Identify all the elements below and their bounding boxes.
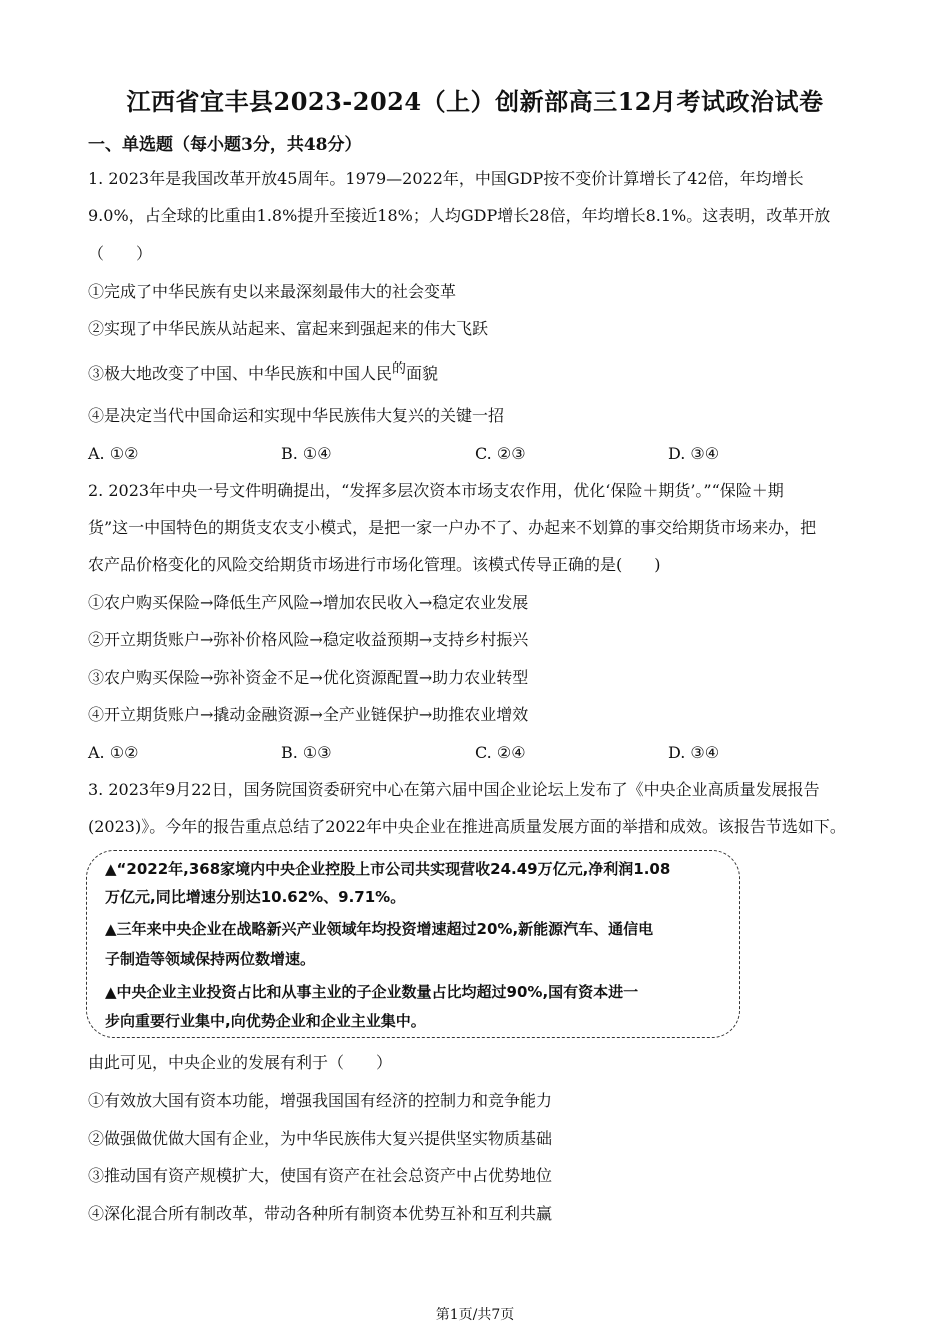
q1-item-3-text: ③极大地改变了中国、中华民族和中国人民 — [88, 364, 393, 383]
q2-item-1: ①农户购买保险→降低生产风险→增加农民收入→稳定农业发展 — [88, 593, 529, 612]
q3-item-2: ②做强做优做大国有企业，为中华民族伟大复兴提供坚实物质基础 — [88, 1129, 553, 1148]
q1-stem-line-1: 1. 2023年是我国改革开放45周年。1979—2022年，中国GDP按不变价计算增长了42倍，年均增长 — [88, 169, 804, 188]
q1-option-b: B. ①④ — [281, 444, 332, 463]
q2-item-3: ③农户购买保险→弥补资金不足→优化资源配置→助力农业转型 — [88, 668, 529, 687]
excerpt-line-6: 步向重要行业集中,向优势企业和企业主业集中。 — [105, 1012, 426, 1030]
q3-lead: 由此可见，中央企业的发展有利于（ ） — [88, 1053, 393, 1072]
excerpt-line-4: 子制造等领域保持两位数增速。 — [105, 950, 316, 968]
q2-stem-line-1: 2. 2023年中央一号文件明确提出，“发挥多层次资本市场支农作用，优化‘保险＋期货’。”“保险＋期 — [88, 481, 784, 500]
q2-option-c: C. ②④ — [475, 743, 526, 762]
excerpt-line-2: 万亿元,同比增速分别达10.62%、9.71%。 — [105, 888, 406, 906]
q1-item-2: ②实现了中华民族从站起来、富起来到强起来的伟大飞跃 — [88, 319, 489, 338]
q1-item-3-tail: 面貌 — [406, 364, 439, 383]
q1-option-d: D. ③④ — [668, 444, 720, 463]
q1-stem-line-3: （ ） — [88, 244, 153, 263]
q1-option-a: A. ①② — [88, 444, 139, 463]
q1-option-c: C. ②③ — [475, 444, 526, 463]
q1-item-1: ①完成了中华民族有史以来最深刻最伟大的社会变革 — [88, 282, 457, 301]
q3-item-1: ①有效放大国有资本功能，增强我国国有经济的控制力和竞争能力 — [88, 1091, 553, 1110]
q1-stem-line-2: 9.0%，占全球的比重由1.8%提升至接近18%；人均GDP增长28倍，年均增长8.1%。这表明，改革开放 — [88, 206, 831, 225]
q2-option-a: A. ①② — [88, 743, 139, 762]
q2-item-4: ④开立期货账户→撬动金融资源→全产业链保护→助推农业增效 — [88, 705, 529, 724]
q3-item-3: ③推动国有资产规模扩大，使国有资产在社会总资产中占优势地位 — [88, 1166, 553, 1185]
excerpt-line-5: ▲中央企业主业投资占比和从事主业的子企业数量占比均超过90%,国有资本进一 — [105, 983, 639, 1001]
excerpt-line-1: ▲“2022年,368家境内中央企业控股上市公司共实现营收24.49万亿元,净利润1.08 — [105, 860, 671, 878]
q2-stem-line-3: 农产品价格变化的风险交给期货市场进行市场化管理。该模式传导正确的是( ) — [88, 555, 661, 574]
q2-stem-line-2: 货”这一中国特色的期货支农支小模式，是把一家一户办不了、办起来不划算的事交给期货市场来办，把 — [88, 518, 817, 537]
excerpt-line-3: ▲三年来中央企业在战略新兴产业领域年均投资增速超过20%,新能源汽车、通信电 — [105, 920, 654, 938]
q3-stem-line-2: (2023)》。今年的报告重点总结了2022年中央企业在推进高质量发展方面的举措和成效。该报告节选如下。 — [88, 817, 846, 836]
q1-item-3 — [88, 363, 438, 386]
q2-option-b: B. ①③ — [281, 743, 332, 762]
q1-item-4: ④是决定当代中国命运和实现中华民族伟大复兴的关键一招 — [88, 406, 505, 425]
q2-option-d: D. ③④ — [668, 743, 720, 762]
page-title: 江西省宜丰县2023-2024（上）创新部高三12月考试政治试卷 — [126, 87, 824, 116]
q3-item-4: ④深化混合所有制改革，带动各种所有制资本优势互补和互利共赢 — [88, 1204, 553, 1223]
page-footer: 第1页/共7页 — [435, 1307, 515, 1323]
section-heading: 一、单选题（每小题3分，共48分） — [88, 135, 362, 155]
q2-item-2: ②开立期货账户→弥补价格风险→稳定收益预期→支持乡村振兴 — [88, 630, 529, 649]
q1-item-3-raised: 的 — [392, 361, 407, 377]
q3-stem-line-1: 3. 2023年9月22日，国务院国资委研究中心在第六届中国企业论坛上发布了《中央企业高质量发展报告 — [88, 780, 820, 799]
